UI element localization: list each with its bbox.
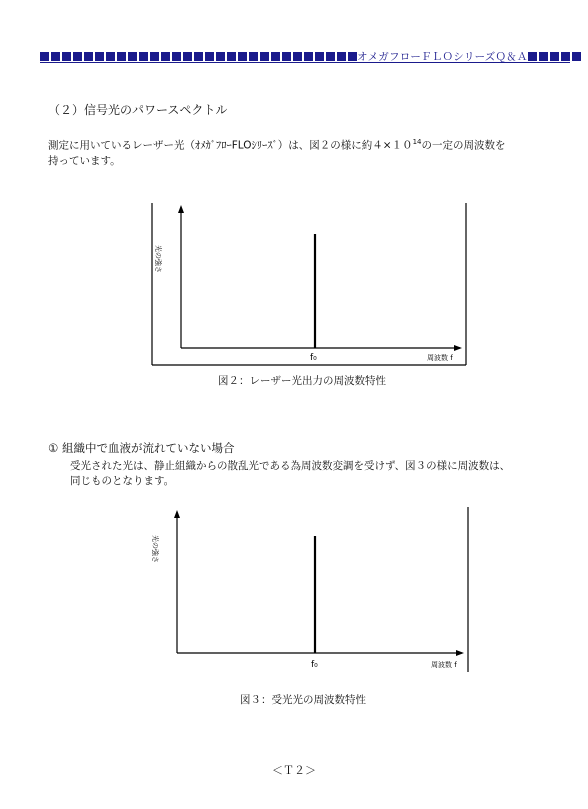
header-square xyxy=(348,52,357,61)
header-square xyxy=(62,52,71,61)
header-square xyxy=(128,52,137,61)
item-1-heading: ① 組織中で血液が流れていない場合 xyxy=(48,441,235,455)
header-square xyxy=(271,52,280,61)
item-1-line-1: 受光された光は、静止組織からの散乱光である為周波数変調を受けず、図３の様に周波数は、 xyxy=(70,460,511,472)
figure-2-chart xyxy=(150,203,470,368)
header-squares-right xyxy=(528,52,581,61)
header-square xyxy=(539,52,548,61)
header-square xyxy=(161,52,170,61)
header-square xyxy=(326,52,335,61)
header-square xyxy=(238,52,247,61)
header-square xyxy=(117,52,126,61)
page-number: ＜Ｔ２＞ xyxy=(272,764,316,777)
header-square xyxy=(172,52,181,61)
item-1-body xyxy=(70,459,550,489)
x-axis-arrow xyxy=(456,650,464,656)
header-square xyxy=(40,52,49,61)
x-axis-label: 周波数 f xyxy=(427,354,453,362)
header-square xyxy=(51,52,60,61)
y-axis-arrow xyxy=(174,510,180,518)
x-axis-arrow xyxy=(454,345,462,351)
header-square xyxy=(249,52,258,61)
figure-3-chart xyxy=(150,507,470,675)
header-square xyxy=(293,52,302,61)
peak-label: f₀ xyxy=(310,353,317,363)
header-square xyxy=(150,52,159,61)
header-square xyxy=(304,52,313,61)
header-square xyxy=(561,52,570,61)
item-1-line-2: 同じものとなります。 xyxy=(70,475,175,487)
y-axis-label: 光の強さ xyxy=(154,245,162,273)
header-square xyxy=(550,52,559,61)
header-square xyxy=(528,52,537,61)
header-square xyxy=(216,52,225,61)
header-square xyxy=(95,52,104,61)
figure-3-caption: 図３：受光光の周波数特性 xyxy=(240,694,366,706)
page-header xyxy=(40,49,570,63)
header-square xyxy=(106,52,115,61)
header-square xyxy=(84,52,93,61)
header-square xyxy=(205,52,214,61)
y-axis-arrow xyxy=(178,205,184,213)
header-rule xyxy=(40,62,570,63)
paragraph-1 xyxy=(48,135,548,169)
header-squares-left xyxy=(40,52,357,61)
header-square xyxy=(282,52,291,61)
paragraph-1-line-2: 持っています。 xyxy=(48,154,121,167)
header-square xyxy=(227,52,236,61)
header-square xyxy=(315,52,324,61)
header-square xyxy=(572,52,581,61)
header-title: オメガフローＦＬＯシリーズＱ＆Ａ xyxy=(357,50,528,63)
header-square xyxy=(73,52,82,61)
section-title: （２）信号光のパワースペクトル xyxy=(48,103,228,117)
paragraph-1-line-1: 測定に用いているレーザー光（ｵﾒｶﾞﾌﾛｰFLOｼﾘｰｽﾞ）は、図２の様に約$4\times 10^{14}$の一定の周波数を xyxy=(48,138,506,152)
peak-label: f₀ xyxy=(311,660,318,670)
header-square xyxy=(260,52,269,61)
figure-2-caption: 図２：レーザー光出力の周波数特性 xyxy=(218,375,386,387)
header-square xyxy=(139,52,148,61)
header-square xyxy=(183,52,192,61)
header-square xyxy=(337,52,346,61)
x-axis-label: 周波数 f xyxy=(431,661,457,669)
header-square xyxy=(194,52,203,61)
y-axis-label: 光の強さ xyxy=(151,535,159,563)
